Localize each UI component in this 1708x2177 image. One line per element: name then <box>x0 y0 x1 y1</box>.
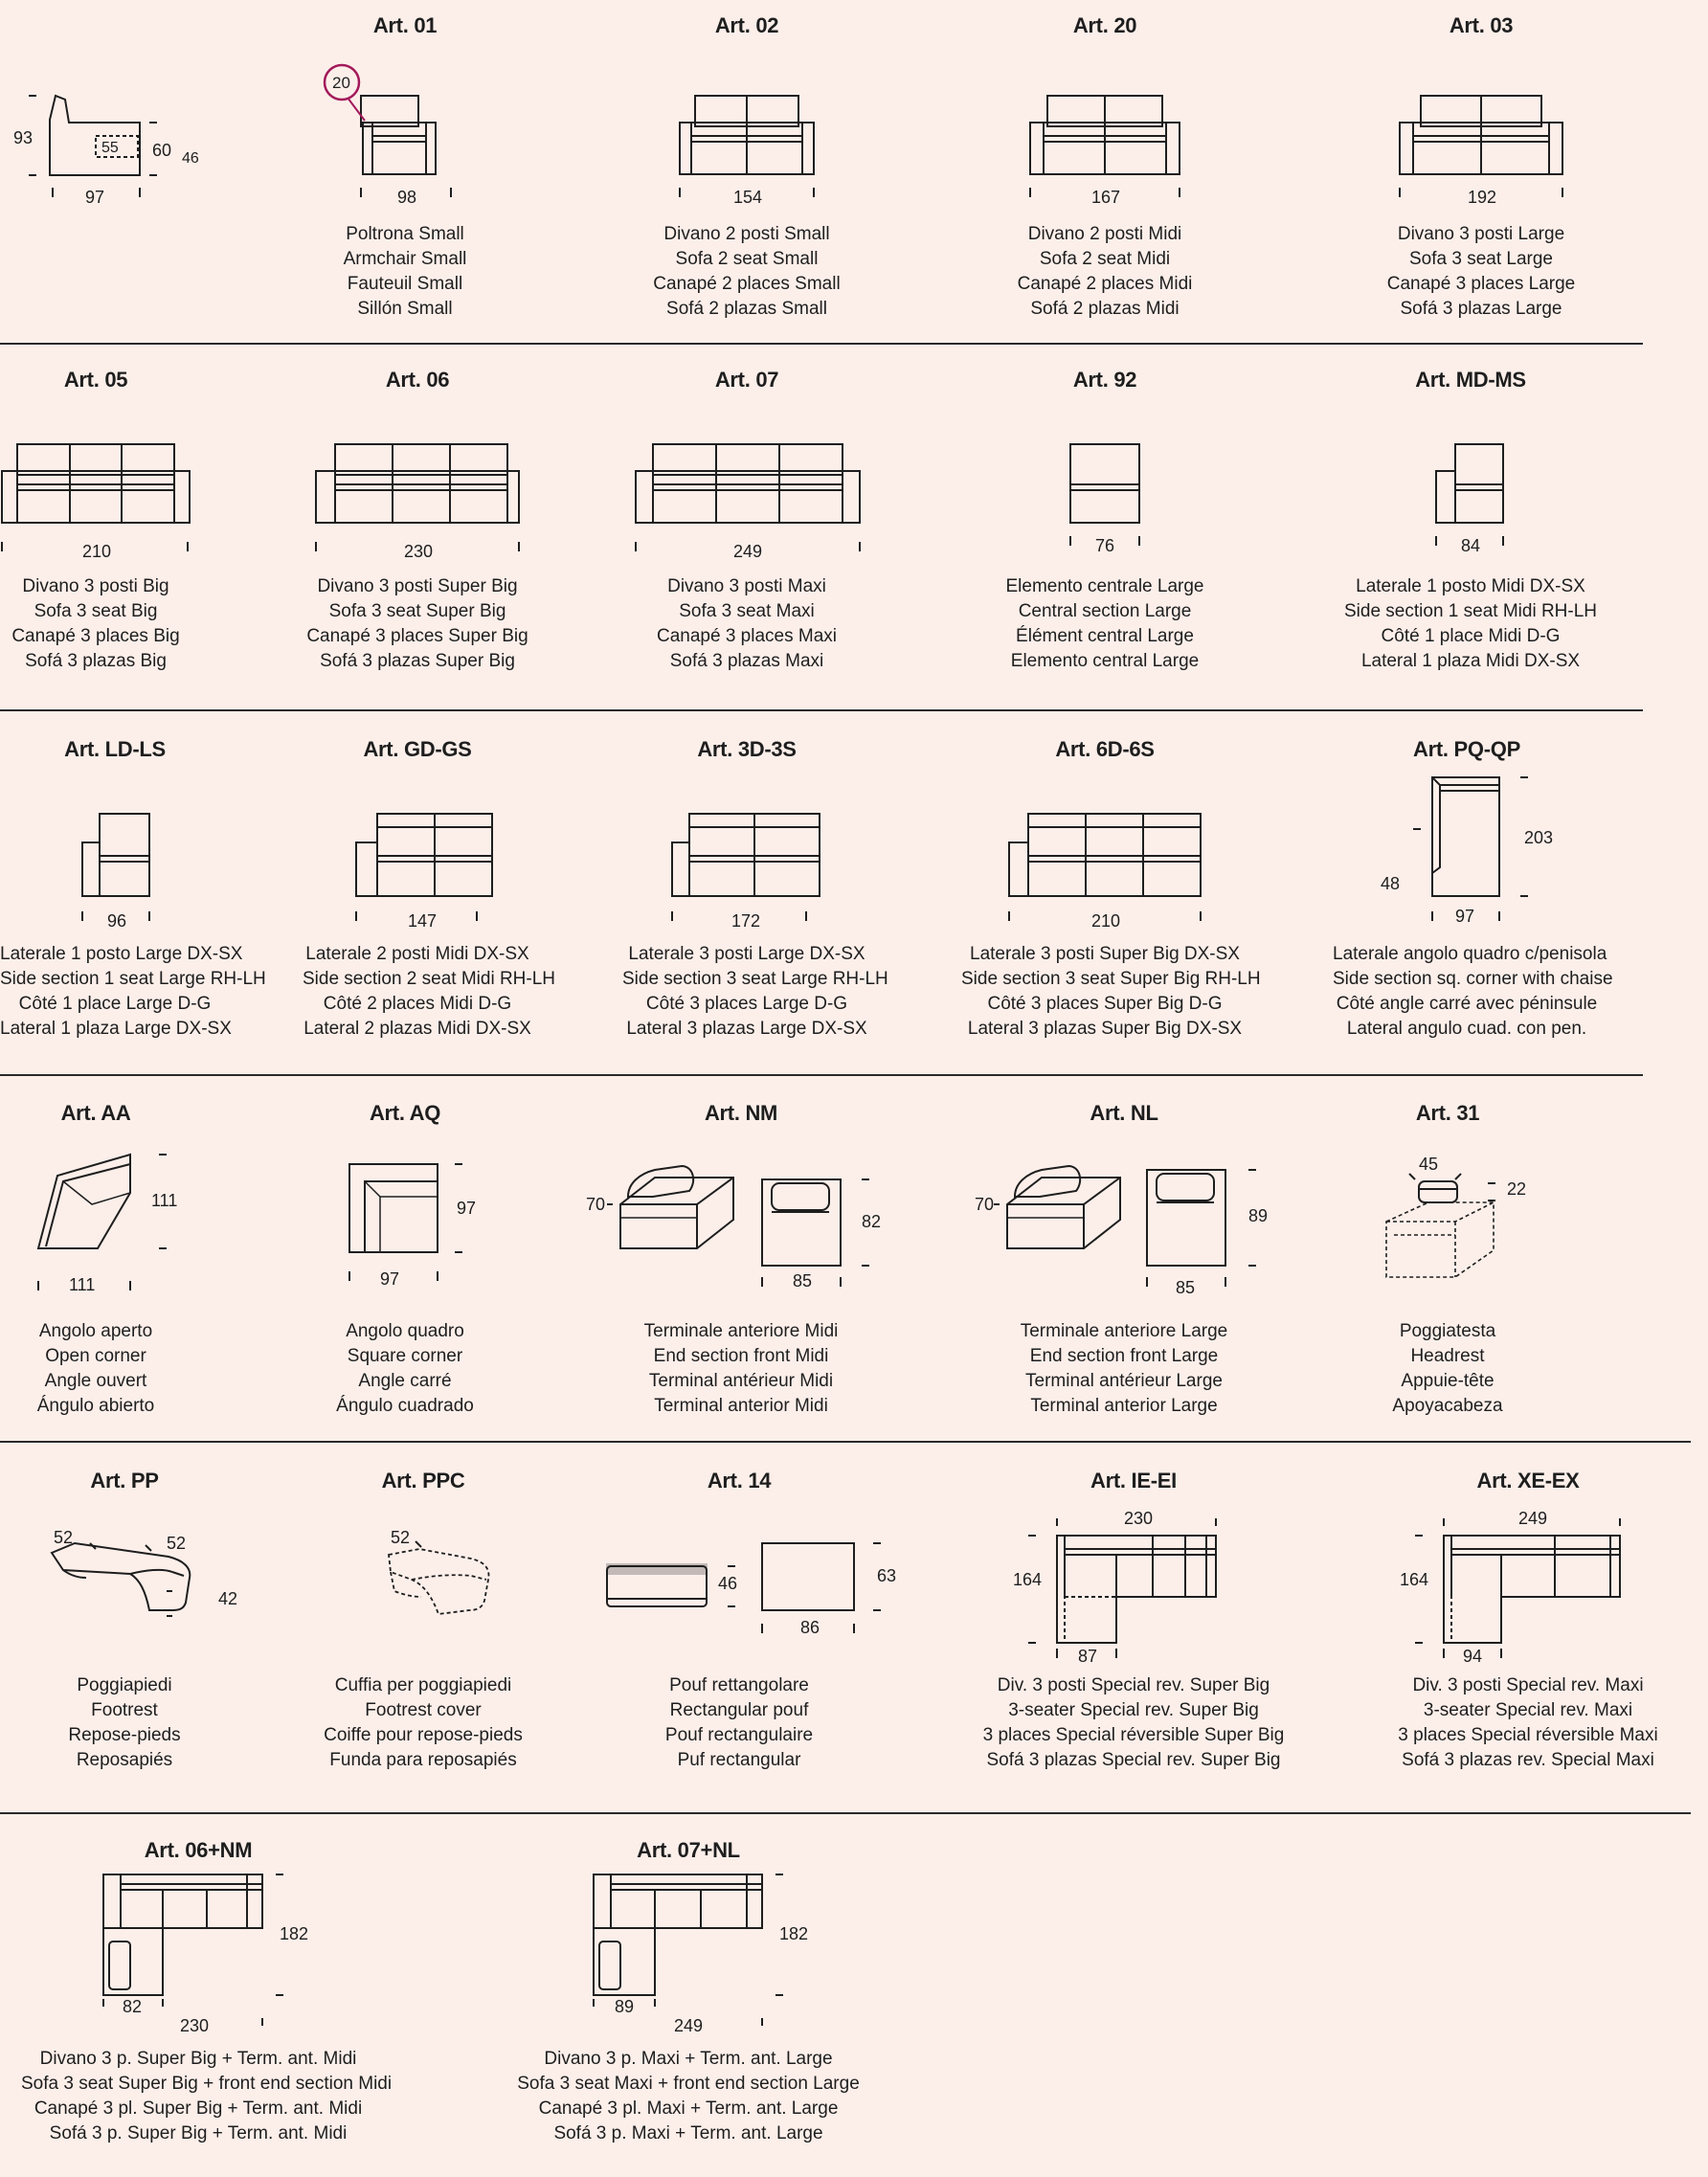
description <box>990 222 1220 322</box>
dim-width: 97 <box>1455 907 1475 926</box>
desc-es: Funda para reposapiés <box>329 1750 517 1770</box>
dim-width: 249 <box>733 542 763 561</box>
description <box>309 222 501 322</box>
callout-number: 20 <box>332 74 350 92</box>
article-code: Art. 05 <box>63 368 128 392</box>
desc-es: Reposapiés <box>76 1750 173 1770</box>
desc-fr: Fauteuil Small <box>347 274 463 294</box>
desc-en: 3-seater Special rev. Super Big <box>1008 1700 1259 1720</box>
description <box>1337 574 1605 674</box>
article-code: Art. 07 <box>714 368 779 392</box>
dim-depth: 203 <box>1524 828 1554 847</box>
desc-en: Sofa 2 seat Small <box>675 249 819 269</box>
dim-width: 111 <box>69 1275 96 1294</box>
row-divider <box>0 343 1643 345</box>
desc-fr: Canapé 2 places Midi <box>1017 274 1193 294</box>
desc-es: Sofá 3 plazas Big <box>25 651 167 671</box>
product-cell <box>1352 1089 1543 1440</box>
desc-fr: Pouf rectangulaire <box>664 1725 814 1745</box>
article-code: Art. MD-MS <box>1415 368 1526 392</box>
description <box>578 1319 904 1419</box>
article-code: Art. GD-GS <box>363 737 472 761</box>
dim-depth: 182 <box>280 1924 309 1943</box>
desc-it: Divano 2 posti Midi <box>1027 224 1182 244</box>
product-cell <box>0 724 266 1074</box>
desc-it: Angolo aperto <box>38 1321 153 1341</box>
product-cell <box>1333 724 1613 1074</box>
dim-width: 86 <box>800 1618 820 1637</box>
dim-width: 76 <box>1095 536 1115 555</box>
dim-width: 52 <box>54 1528 74 1547</box>
desc-fr: Canapé 3 places Super Big <box>306 626 528 646</box>
article-code: Art. 06 <box>385 368 450 392</box>
desc-en: Side section 3 seat Large RH-LH <box>622 969 888 989</box>
desc-en: Sofa 3 seat Maxi + front end section Large <box>517 2074 860 2094</box>
dim-height: 70 <box>975 1195 995 1214</box>
desc-es: Apoyacabeza <box>1392 1396 1503 1416</box>
product-cell <box>303 724 555 1074</box>
desc-it: Divano 3 posti Big <box>22 576 169 596</box>
desc-es: Elemento central Large <box>1010 651 1200 671</box>
desc-it: Laterale 1 posto Midi DX-SX <box>1356 576 1585 596</box>
desc-es: Sofá 2 plazas Midi <box>1030 299 1180 319</box>
row-divider <box>0 1441 1691 1443</box>
desc-en: Side section 1 seat Large RH-LH <box>0 969 266 989</box>
description <box>961 1319 1287 1419</box>
article-code: Art. NL <box>1090 1101 1158 1125</box>
product-cell <box>1352 0 1610 343</box>
product-cell <box>596 1457 897 1811</box>
desc-en: Side section 1 seat Midi RH-LH <box>1344 601 1597 621</box>
dim-width: 230 <box>180 2016 210 2035</box>
dim-height: 46 <box>718 1574 738 1593</box>
article-code: Art. 14 <box>707 1469 772 1492</box>
desc-es: Sofá 3 p. Maxi + Term. ant. Large <box>553 2123 823 2143</box>
desc-es: Sofá 3 plazas rev. Special Maxi <box>1402 1750 1654 1770</box>
desc-en: Side section sq. corner with chaise <box>1333 969 1613 989</box>
desc-it: Angolo quadro <box>346 1321 464 1341</box>
desc-fr: Angle carré <box>358 1371 452 1391</box>
description <box>511 2047 865 2146</box>
desc-it: Elemento centrale Large <box>1005 576 1204 596</box>
description <box>632 222 862 322</box>
article-code: Art. AQ <box>369 1101 441 1125</box>
dim-height: 70 <box>586 1195 606 1214</box>
dim-height: 22 <box>1507 1179 1527 1199</box>
dim-width: 147 <box>408 911 438 931</box>
desc-es: Sofá 3 plazas Super Big <box>320 651 515 671</box>
description <box>622 574 871 674</box>
description <box>622 942 888 1042</box>
dim-depth: 60 <box>152 141 172 160</box>
desc-es: Lateral 3 plazas Large DX-SX <box>626 1019 867 1039</box>
desc-it: Divano 3 p. Maxi + Term. ant. Large <box>544 2049 833 2069</box>
desc-fr: Côté 3 places Super Big D-G <box>987 994 1223 1014</box>
desc-fr: Côté 2 places Midi D-G <box>323 994 512 1014</box>
desc-fr: Terminal antérieur Midi <box>648 1371 834 1391</box>
article-code: Art. XE-EX <box>1476 1469 1580 1492</box>
desc-en: Sofa 3 seat Super Big <box>328 601 506 621</box>
desc-fr: Appuie-tête <box>1401 1371 1494 1391</box>
product-cell <box>0 0 199 343</box>
desc-it: Pouf rettangolare <box>669 1675 809 1695</box>
product-cell <box>622 354 871 708</box>
desc-es: Sofá 2 plazas Small <box>666 299 827 319</box>
dim-width: 210 <box>1091 911 1121 931</box>
desc-es: Sofá 3 plazas Special rev. Super Big <box>986 1750 1281 1770</box>
desc-it: Laterale angolo quadro c/penisola <box>1333 944 1607 964</box>
desc-en: Central section Large <box>1018 601 1192 621</box>
dim-width: 97 <box>85 188 105 207</box>
dim-width: 52 <box>391 1528 411 1547</box>
desc-en: Footrest <box>91 1700 158 1720</box>
dim-width: 85 <box>793 1271 813 1290</box>
product-cell <box>21 1827 393 2177</box>
row-divider <box>0 709 1643 711</box>
dim-width: 192 <box>1468 188 1497 207</box>
desc-fr: 3 places Special réversible Super Big <box>982 1725 1285 1745</box>
dim-width: 84 <box>1461 536 1481 555</box>
product-cell <box>303 354 532 708</box>
description <box>303 574 532 674</box>
desc-it: Div. 3 posti Special rev. Maxi <box>1412 1675 1644 1695</box>
desc-fr: Côté 1 place Large D-G <box>18 994 212 1014</box>
desc-es: Lateral 2 plazas Midi DX-SX <box>303 1019 531 1039</box>
desc-es: Ángulo cuadrado <box>336 1396 474 1416</box>
dim-depth: 63 <box>877 1566 897 1585</box>
dim-width: 172 <box>731 911 761 931</box>
desc-en: Rectangular pouf <box>669 1700 809 1720</box>
description <box>308 1673 538 1773</box>
dim-width: 249 <box>674 2016 704 2035</box>
desc-en: Sofa 3 seat Super Big + front end section Midi <box>21 2074 393 2094</box>
desc-es: Lateral 1 plaza Midi DX-SX <box>1360 651 1581 671</box>
dim-width: 98 <box>397 188 417 207</box>
description <box>0 1319 191 1419</box>
dim-width: 45 <box>1419 1155 1439 1174</box>
desc-it: Poggiapiedi <box>77 1675 172 1695</box>
description <box>961 942 1261 1042</box>
desc-it: Cuffia per poggiapiedi <box>334 1675 512 1695</box>
desc-it: Laterale 2 posti Midi DX-SX <box>305 944 529 964</box>
description <box>1333 942 1613 1042</box>
desc-it: Divano 3 posti Large <box>1397 224 1565 244</box>
desc-en: End section front Midi <box>653 1346 829 1366</box>
article-code: Art. 6D-6S <box>1055 737 1155 761</box>
desc-en: 3-seater Special rev. Maxi <box>1423 1700 1633 1720</box>
dim-depth: 182 <box>779 1924 809 1943</box>
description <box>29 1673 220 1773</box>
desc-es: Lateral 3 plazas Super Big DX-SX <box>967 1019 1243 1039</box>
row-divider <box>0 1812 1691 1814</box>
desc-en: Open corner <box>45 1346 146 1366</box>
dim-chaise-width: 94 <box>1463 1647 1483 1666</box>
desc-en: Footrest cover <box>365 1700 482 1720</box>
dim-depth: 97 <box>457 1199 477 1218</box>
desc-fr: Canapé 3 pl. Super Big + Term. ant. Midi <box>34 2098 363 2119</box>
description <box>0 574 191 674</box>
description <box>980 1673 1287 1773</box>
desc-it: Divano 3 posti Super Big <box>317 576 518 596</box>
article-code: Art. IE-EI <box>1090 1469 1177 1492</box>
dim-depth: 164 <box>1400 1570 1429 1589</box>
dim-seat: 46 <box>182 150 199 167</box>
product-cell <box>980 1457 1287 1811</box>
desc-fr: Canapé 3 places Big <box>11 626 180 646</box>
desc-it: Divano 2 posti Small <box>663 224 830 244</box>
dim-depth: 164 <box>1013 1570 1043 1589</box>
desc-fr: Côté 1 place Midi D-G <box>1381 626 1561 646</box>
description <box>309 1319 501 1419</box>
desc-fr: Coiffe pour repose-pieds <box>324 1725 523 1745</box>
dim-chaise-width: 82 <box>123 1997 143 2016</box>
desc-en: Side section 2 seat Midi RH-LH <box>303 969 555 989</box>
desc-en: Headrest <box>1410 1346 1485 1366</box>
desc-en: Sofa 2 seat Midi <box>1039 249 1171 269</box>
desc-it: Terminale anteriore Midi <box>643 1321 839 1341</box>
dim-depth: 111 <box>151 1191 178 1210</box>
desc-es: Sillón Small <box>357 299 453 319</box>
dim-width: 167 <box>1091 188 1121 207</box>
dim-chaise: 48 <box>1381 874 1401 893</box>
description <box>596 1673 883 1773</box>
desc-en: Sofa 3 seat Large <box>1409 249 1553 269</box>
dim-width: 97 <box>380 1269 400 1289</box>
product-cell <box>0 1089 191 1440</box>
article-code: Art. PPC <box>381 1469 465 1492</box>
dim-width: 230 <box>1124 1509 1154 1528</box>
article-code: Art. LD-LS <box>64 737 166 761</box>
description <box>990 574 1220 674</box>
desc-fr: Côté angle carré avec péninsule <box>1336 994 1598 1014</box>
product-cell <box>308 1457 538 1811</box>
article-code: Art. 02 <box>714 13 779 37</box>
desc-es: Terminal anterior Large <box>1030 1396 1218 1416</box>
desc-it: Divano 3 posti Maxi <box>667 576 826 596</box>
article-code: Art. 31 <box>1415 1101 1480 1125</box>
article-code: Art. 01 <box>372 13 438 37</box>
article-code: Art. 20 <box>1072 13 1137 37</box>
article-code: Art. NM <box>704 1101 778 1125</box>
article-code: Art. PP <box>90 1469 159 1492</box>
product-cell <box>961 724 1261 1074</box>
dim-width: 85 <box>1176 1278 1196 1297</box>
dim-width: 96 <box>107 911 127 931</box>
product-cell <box>309 0 501 343</box>
dim-depth: 89 <box>1248 1206 1269 1225</box>
desc-fr: Canapé 3 places Maxi <box>657 626 837 646</box>
desc-en: Armchair Small <box>343 249 467 269</box>
product-cell <box>309 1089 501 1440</box>
dim-width: 249 <box>1518 1509 1548 1528</box>
desc-it: Laterale 1 posto Large DX-SX <box>0 944 243 964</box>
desc-fr: Repose-pieds <box>68 1725 181 1745</box>
article-code: Art. 03 <box>1449 13 1514 37</box>
description <box>1352 1319 1543 1419</box>
desc-en: End section front Large <box>1029 1346 1219 1366</box>
product-cell <box>990 0 1220 343</box>
dim-height: 42 <box>218 1589 238 1608</box>
desc-it: Terminale anteriore Large <box>1020 1321 1228 1341</box>
desc-es: Sofá 3 p. Super Big + Term. ant. Midi <box>49 2123 348 2143</box>
dim-depth: 52 <box>167 1534 187 1553</box>
desc-fr: Côté 3 places Large D-G <box>645 994 848 1014</box>
dim-width: 210 <box>82 542 112 561</box>
desc-it: Divano 3 p. Super Big + Term. ant. Midi <box>39 2049 357 2069</box>
article-code: Art. PQ-QP <box>1413 737 1520 761</box>
desc-en: Sofa 3 seat Big <box>34 601 158 621</box>
description <box>21 2047 393 2146</box>
product-cell <box>29 1457 238 1811</box>
product-cell <box>622 724 888 1074</box>
dim-chaise-width: 87 <box>1078 1647 1098 1666</box>
product-cell <box>990 354 1220 708</box>
product-cell <box>1375 1457 1681 1811</box>
armchair-side-view-drawing <box>0 0 199 343</box>
desc-fr: Terminal antérieur Large <box>1025 1371 1223 1391</box>
dim-height: 93 <box>13 128 34 147</box>
desc-fr: Élément central Large <box>1016 626 1194 646</box>
product-cell <box>511 1827 865 2177</box>
desc-es: Lateral 1 plaza Large DX-SX <box>0 1019 232 1039</box>
desc-it: Poggiatesta <box>1399 1321 1496 1341</box>
desc-en: Side section 3 seat Super Big RH-LH <box>961 969 1261 989</box>
product-cell <box>578 1089 904 1440</box>
desc-es: Sofá 3 plazas Large <box>1400 299 1562 319</box>
description <box>0 942 266 1042</box>
desc-it: Laterale 3 posti Large DX-SX <box>628 944 865 964</box>
desc-es: Sofá 3 plazas Maxi <box>669 651 824 671</box>
row-divider <box>0 1074 1643 1076</box>
description <box>1375 1673 1681 1773</box>
desc-en: Square corner <box>347 1346 463 1366</box>
desc-fr: 3 places Special réversible Maxi <box>1398 1725 1658 1745</box>
description <box>303 942 555 1042</box>
article-code: Art. 3D-3S <box>697 737 797 761</box>
desc-es: Lateral angulo cuad. con pen. <box>1346 1019 1587 1039</box>
article-code: Art. 06+NM <box>144 1838 253 1862</box>
dim-width: 154 <box>733 188 763 207</box>
desc-it: Poltrona Small <box>346 224 464 244</box>
desc-fr: Angle ouvert <box>44 1371 147 1391</box>
desc-it: Laterale 3 posti Super Big DX-SX <box>970 944 1240 964</box>
dim-width: 230 <box>404 542 434 561</box>
description <box>1352 222 1610 322</box>
product-cell <box>961 1089 1287 1440</box>
product-cell <box>1337 354 1605 708</box>
desc-en: Sofa 3 seat Maxi <box>679 601 815 621</box>
desc-es: Puf rectangular <box>677 1750 801 1770</box>
desc-es: Ángulo abierto <box>36 1396 155 1416</box>
desc-fr: Canapé 3 pl. Maxi + Term. ant. Large <box>538 2098 839 2119</box>
desc-fr: Canapé 3 places Large <box>1386 274 1576 294</box>
dim-depth: 82 <box>862 1212 882 1231</box>
dim-chaise-width: 89 <box>615 1997 635 2016</box>
product-cell <box>632 0 862 343</box>
desc-es: Terminal anterior Midi <box>654 1396 828 1416</box>
desc-fr: Canapé 2 places Small <box>653 274 841 294</box>
product-cell <box>0 354 191 708</box>
article-code: Art. AA <box>60 1101 131 1125</box>
article-code: Art. 07+NL <box>637 1838 740 1862</box>
desc-it: Div. 3 posti Special rev. Super Big <box>997 1675 1270 1695</box>
dim-seat-dotted: 55 <box>101 140 119 156</box>
article-code: Art. 92 <box>1072 368 1137 392</box>
